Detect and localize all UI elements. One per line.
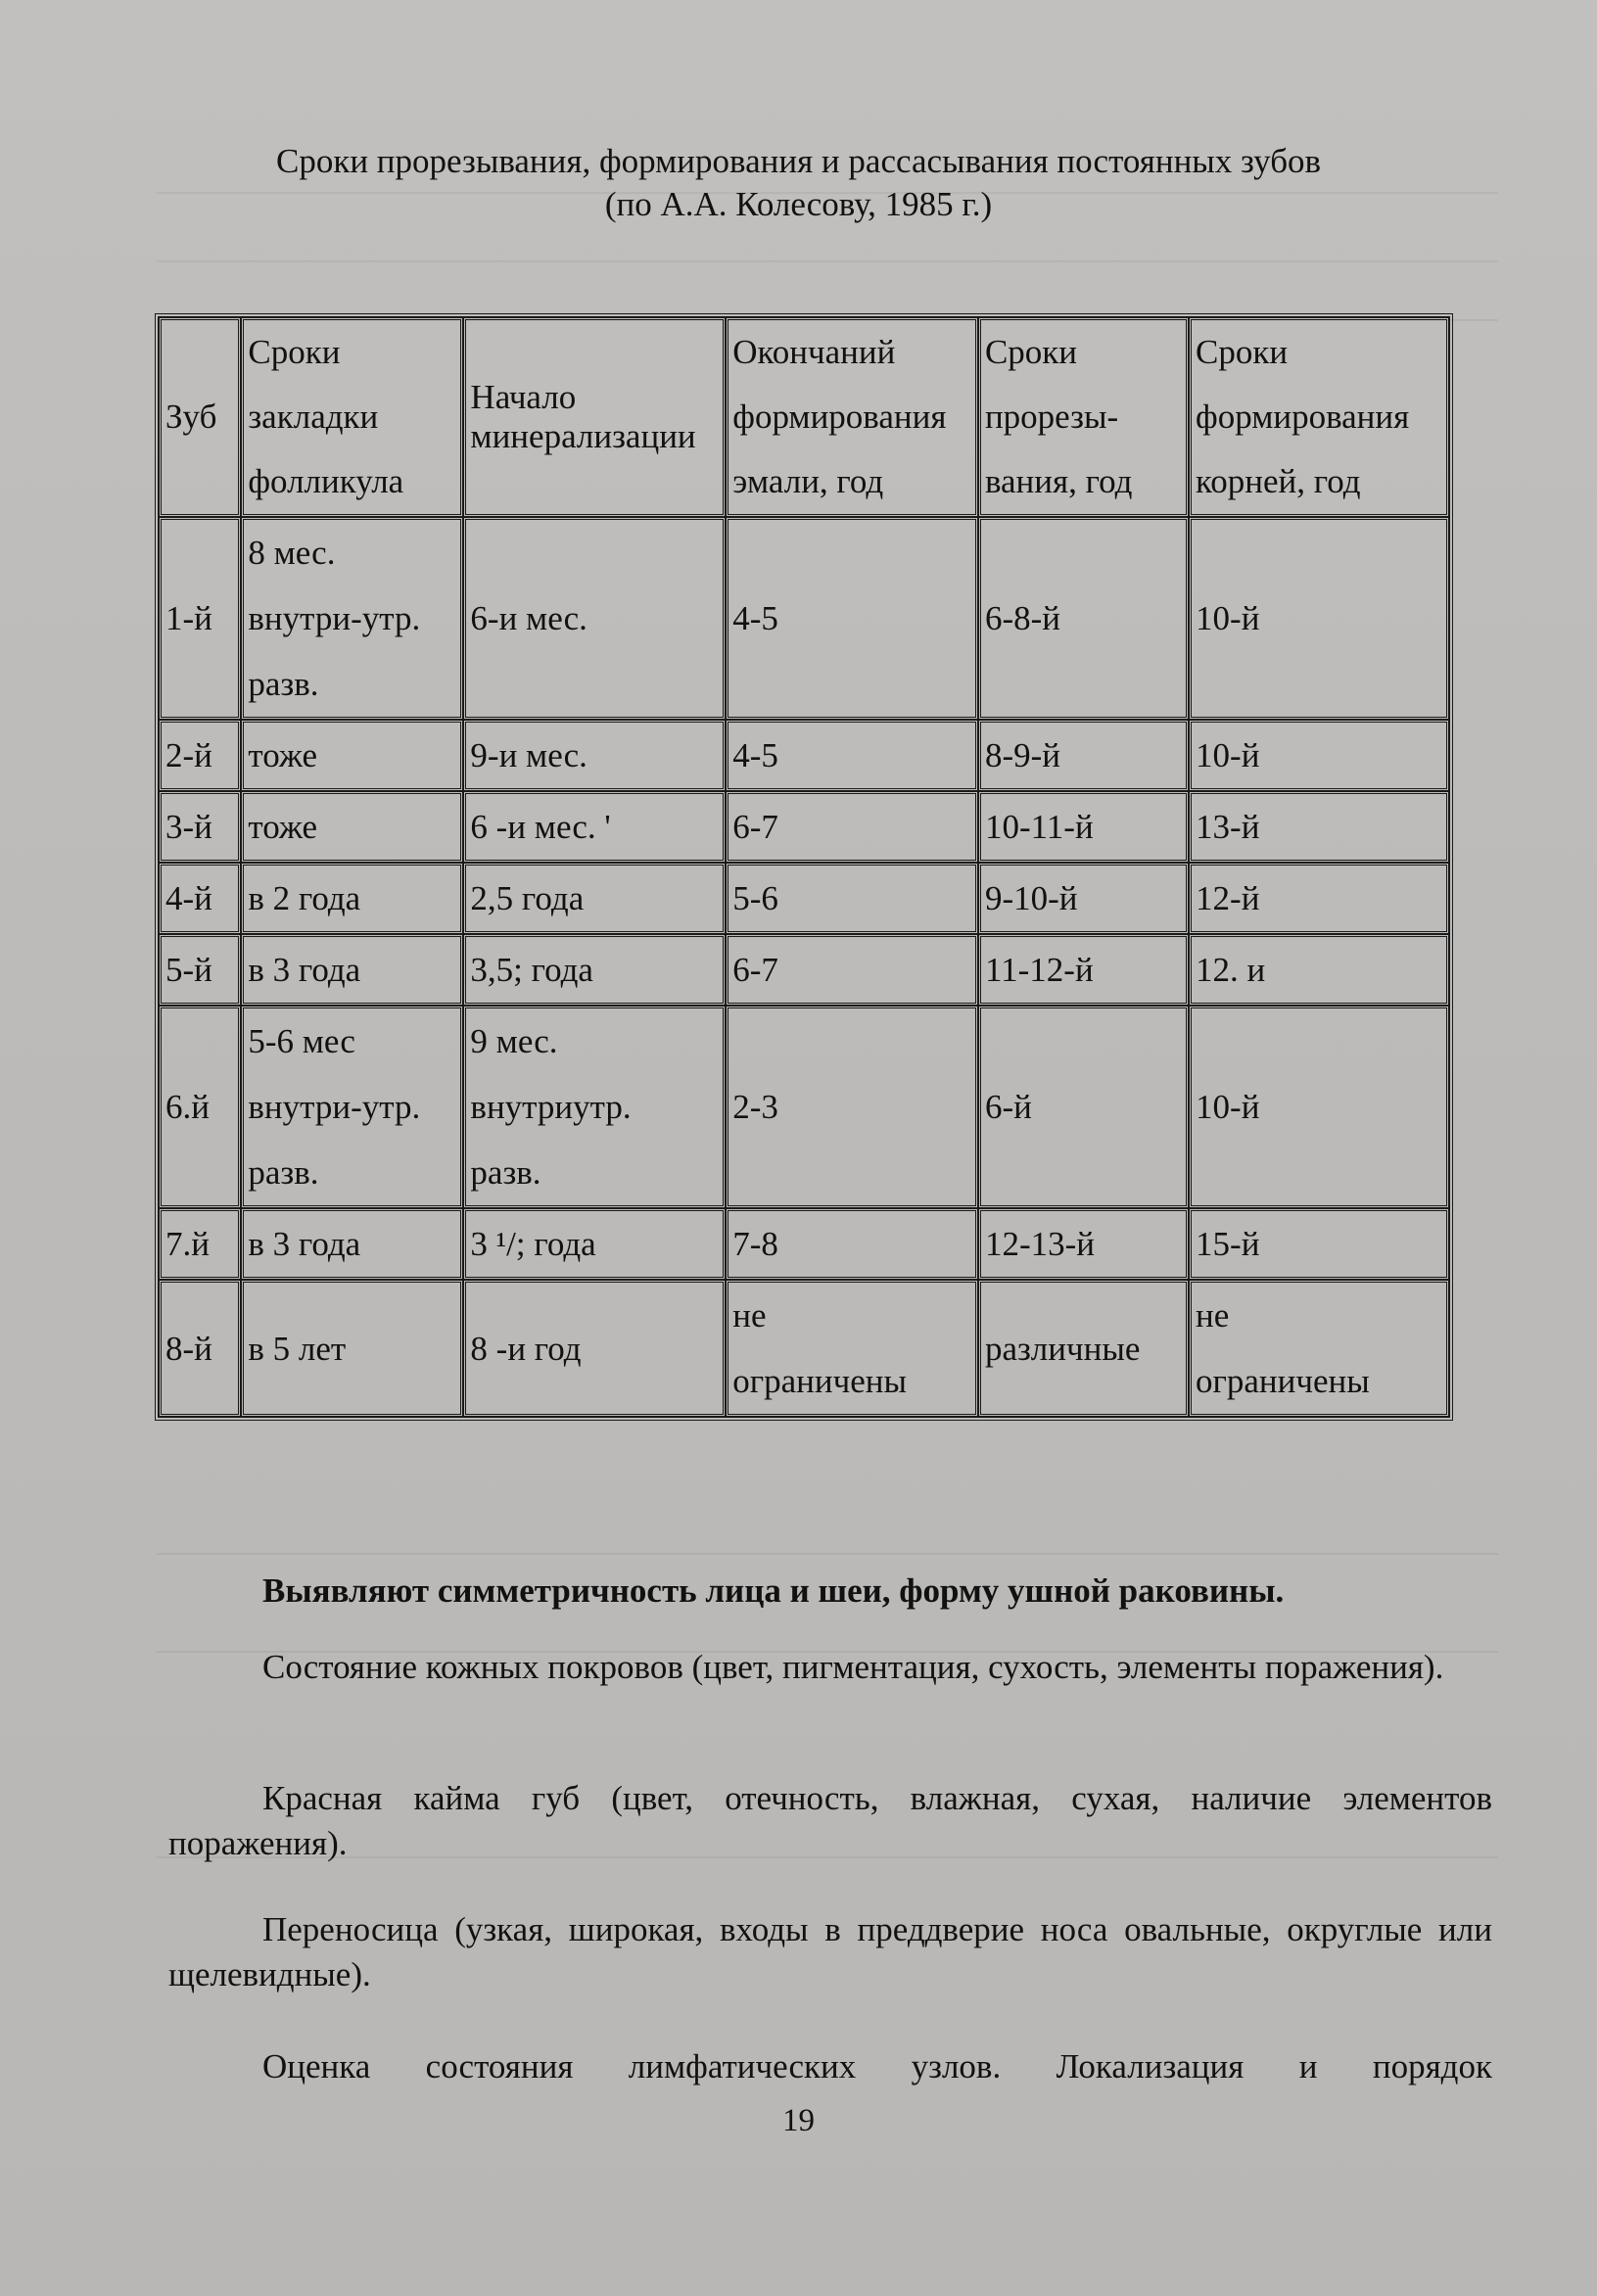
table-row [159, 1208, 1449, 1280]
cell-text: 10-й [1196, 1088, 1260, 1126]
paragraph-lymph: Оценка состояния лимфатических узлов. Локализация и порядок [262, 2047, 1492, 2085]
cell-text: 8-й [165, 1329, 212, 1368]
cell-text: внутри-утр. [248, 1088, 421, 1126]
teeth-table [155, 313, 1453, 1421]
cell-mineralization [463, 720, 726, 791]
cell-mineralization [463, 791, 726, 863]
cell-text: 5-й [165, 951, 212, 989]
cell-text: 10-11-й [984, 808, 1094, 846]
page-number: 19 [782, 2103, 815, 2138]
cell-text: внутриутр. [470, 1088, 632, 1126]
cell-enamel [726, 791, 978, 863]
cell-text: 4-5 [732, 736, 778, 774]
paragraph-skin: Состояние кожных покровов (цвет, пигментация, сухость, элементы поражения). [262, 1648, 1444, 1686]
cell-text: 3 ¹/; года [470, 1225, 596, 1263]
cell-text: внутри-утр. [248, 599, 421, 637]
cell-text: 6-7 [732, 808, 778, 846]
cell-follicle [241, 791, 463, 863]
cell-tooth [159, 791, 241, 863]
cell-roots [1189, 1280, 1449, 1417]
cell-text: 8 мес. [248, 534, 336, 572]
cell-follicle [241, 517, 463, 720]
cell-text: различные [984, 1329, 1141, 1368]
cell-text: 3-й [165, 808, 212, 846]
header-follicle [241, 317, 463, 517]
cell-text: в 5 лет [248, 1329, 347, 1368]
table-row [159, 1280, 1449, 1417]
cell-text: 2-3 [732, 1088, 778, 1126]
cell-roots [1189, 720, 1449, 791]
cell-text: 12-13-й [984, 1225, 1095, 1263]
cell-follicle [241, 1006, 463, 1208]
body-text [168, 1776, 1492, 1866]
body-text [168, 1645, 1492, 1690]
cell-mineralization [463, 934, 726, 1006]
header-text: фолликула [248, 462, 404, 500]
cell-text: 4-5 [732, 599, 778, 637]
cell-text: тоже [248, 808, 318, 846]
cell-text: 6-и мес. [470, 599, 587, 637]
cell-text: 5-6 [732, 879, 778, 917]
cell-text: 9-и мес. [470, 736, 587, 774]
cell-mineralization [463, 517, 726, 720]
header-text: Сроки [248, 333, 341, 371]
cell-text: в 3 года [248, 1225, 361, 1263]
table-row [159, 863, 1449, 934]
header-text: прорезы- [984, 398, 1119, 436]
bleed-through-line [157, 1518, 1498, 1555]
cell-text: 6-8-й [984, 599, 1060, 637]
cell-text: 9-10-й [984, 879, 1078, 917]
cell-text: в 3 года [248, 951, 361, 989]
body-text [168, 1907, 1492, 1997]
table-row [159, 517, 1449, 720]
cell-text: 6-й [984, 1088, 1032, 1126]
cell-tooth [159, 934, 241, 1006]
cell-text: 11-12-й [984, 951, 1094, 989]
cell-text: 12. и [1196, 951, 1266, 989]
header-enamel [726, 317, 978, 517]
cell-follicle [241, 934, 463, 1006]
cell-text: 1-й [165, 599, 212, 637]
cell-roots [1189, 791, 1449, 863]
cell-eruption [978, 1208, 1189, 1280]
title-line-2: (по А.А. Колесову, 1985 г.) [604, 185, 993, 223]
cell-text: 4-й [165, 879, 212, 917]
cell-text: 10-й [1196, 736, 1260, 774]
header-text: Начало [470, 378, 577, 416]
cell-eruption [978, 517, 1189, 720]
cell-text: 8-9-й [984, 736, 1060, 774]
cell-roots [1189, 1208, 1449, 1280]
cell-tooth [159, 1208, 241, 1280]
header-text: закладки [248, 398, 379, 436]
cell-tooth [159, 1280, 241, 1417]
header-text: минерализации [470, 417, 696, 455]
cell-text: не [1196, 1296, 1230, 1335]
cell-eruption [978, 720, 1189, 791]
cell-text: не [732, 1296, 767, 1335]
table-row [159, 1006, 1449, 1208]
paragraph-symmetry: Выявляют симметричность лица и шеи, форму ушной раковины. [262, 1571, 1285, 1610]
cell-text: 12-й [1196, 879, 1260, 917]
cell-eruption [978, 1006, 1189, 1208]
cell-text: 7-8 [732, 1225, 778, 1263]
cell-text: в 2 года [248, 879, 361, 917]
cell-follicle [241, 1208, 463, 1280]
paragraph-nose: Переносица (узкая, широкая, входы в преддверие носа овальные, округлые или щелевидные). [168, 1910, 1492, 1993]
cell-text: 8 -и год [470, 1329, 582, 1368]
cell-mineralization [463, 1006, 726, 1208]
cell-text: ограничены [732, 1362, 907, 1400]
cell-enamel [726, 720, 978, 791]
cell-text: 15-й [1196, 1225, 1260, 1263]
cell-tooth [159, 517, 241, 720]
cell-roots [1189, 863, 1449, 934]
cell-tooth [159, 863, 241, 934]
header-text: эмали, год [732, 462, 884, 500]
cell-text: ограничены [1196, 1362, 1370, 1400]
cell-tooth [159, 1006, 241, 1208]
cell-mineralization [463, 1280, 726, 1417]
cell-roots [1189, 517, 1449, 720]
header-text: вания, год [984, 462, 1133, 500]
cell-text: 6-7 [732, 951, 778, 989]
cell-text: 13-й [1196, 808, 1260, 846]
cell-mineralization [463, 863, 726, 934]
page-title [0, 140, 1597, 226]
cell-roots [1189, 1006, 1449, 1208]
cell-text: разв. [248, 665, 319, 703]
cell-mineralization [463, 1208, 726, 1280]
cell-text: 9 мес. [470, 1022, 558, 1060]
header-text: Зуб [165, 398, 217, 436]
cell-eruption [978, 1280, 1189, 1417]
header-text: корней, год [1196, 462, 1361, 500]
header-tooth [159, 317, 241, 517]
cell-text: 2-й [165, 736, 212, 774]
table-header-row [159, 317, 1449, 517]
title-line-1: Сроки прорезывания, формирования и рассасывания постоянных зубов [275, 142, 1322, 180]
cell-text: 2,5 года [470, 879, 585, 917]
table-row [159, 791, 1449, 863]
table-row [159, 720, 1449, 791]
cell-follicle [241, 720, 463, 791]
cell-eruption [978, 863, 1189, 934]
cell-tooth [159, 720, 241, 791]
bleed-through-line [157, 225, 1498, 262]
header-text: Окончаний [732, 333, 896, 371]
cell-text: тоже [248, 736, 318, 774]
header-text: Сроки [984, 333, 1078, 371]
cell-eruption [978, 934, 1189, 1006]
header-mineralization [463, 317, 726, 517]
cell-text: разв. [470, 1153, 541, 1192]
body-text [168, 2044, 1492, 2089]
cell-text: 6 -и мес. ' [470, 808, 611, 846]
cell-follicle [241, 1280, 463, 1417]
cell-text: 3,5; года [470, 951, 593, 989]
cell-enamel [726, 934, 978, 1006]
header-text: Сроки [1196, 333, 1289, 371]
cell-text: 5-6 мес [248, 1022, 355, 1060]
cell-text: разв. [248, 1153, 319, 1192]
table-body [159, 517, 1449, 1417]
body-text [168, 1569, 1492, 1614]
header-text: формирования [732, 398, 947, 436]
cell-eruption [978, 791, 1189, 863]
cell-enamel [726, 1006, 978, 1208]
header-text: формирования [1196, 398, 1410, 436]
cell-text: 6.й [165, 1088, 210, 1126]
cell-enamel [726, 863, 978, 934]
cell-text: 7.й [165, 1225, 210, 1263]
cell-text: 10-й [1196, 599, 1260, 637]
cell-enamel [726, 517, 978, 720]
header-roots [1189, 317, 1449, 517]
paragraph-lips: Красная кайма губ (цвет, отечность, влажная, сухая, наличие элементов поражения). [168, 1779, 1492, 1862]
cell-roots [1189, 934, 1449, 1006]
cell-enamel [726, 1208, 978, 1280]
cell-enamel [726, 1280, 978, 1417]
table-row [159, 934, 1449, 1006]
header-eruption [978, 317, 1189, 517]
cell-follicle [241, 863, 463, 934]
